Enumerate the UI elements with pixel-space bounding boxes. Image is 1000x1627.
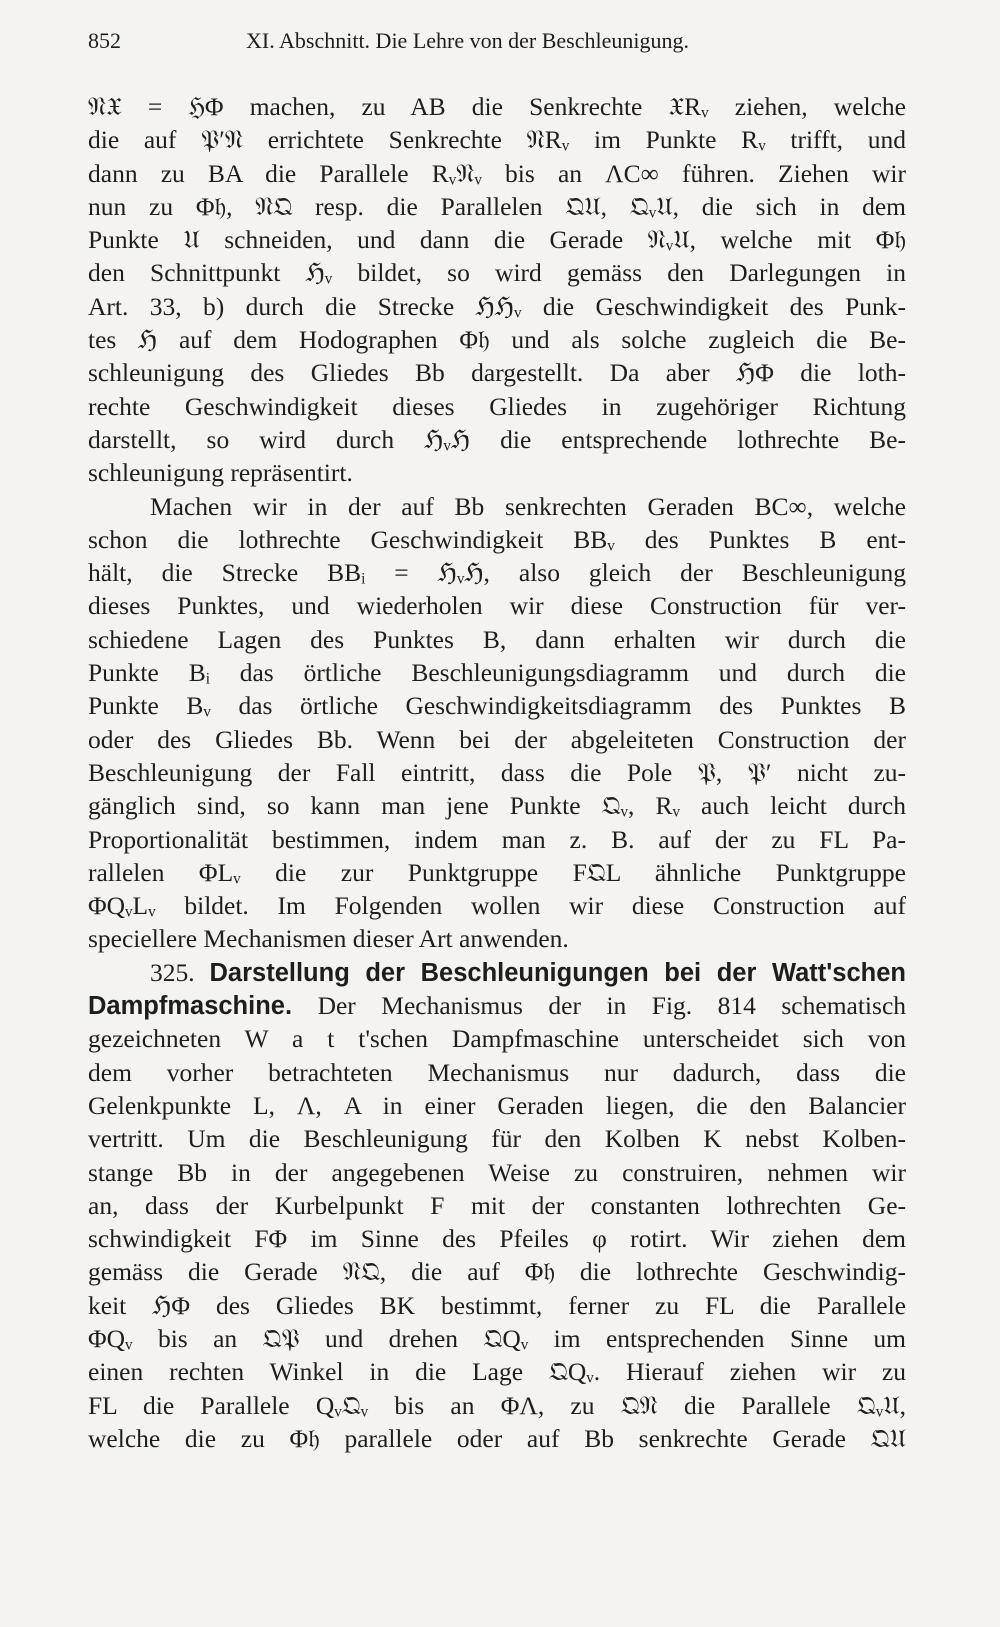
text-line: speciellere Mechanismen dieser Art anwenden. xyxy=(88,924,569,954)
text-line: tes ℌ auf dem Hodographen Φ𝔥 und als solche zugleich die Be- xyxy=(88,325,906,355)
text-line: schwindigkeit FΦ im Sinne des Pfeiles φ rotirt. Wir ziehen dem xyxy=(88,1224,906,1254)
text-line: Punkte 𝔘 schneiden, und dann die Gerade 𝔑ᵥ𝔘, welche mit Φ𝔥 xyxy=(88,225,906,255)
text-line: Art. 33, b) durch die Strecke ℌℌᵥ die Geschwindigkeit des Punk- xyxy=(88,291,906,321)
text-line: die auf 𝔓′𝔑 errichtete Senkrechte 𝔑Rᵥ im Punkte Rᵥ trifft, und xyxy=(88,125,906,155)
section-heading-line xyxy=(88,956,906,989)
text-line: FL die Parallele Qᵥ𝔔ᵥ bis an ΦΛ, zu 𝔔𝔑 die Parallele 𝔔ᵥ𝔘, xyxy=(88,1390,906,1420)
text-line: schleunigung des Gliedes Bb dargestellt. Da aber ℌΦ die loth- xyxy=(88,358,906,388)
paragraph-2 xyxy=(88,490,906,956)
text-line: welche die zu Φ𝔥 parallele oder auf Bb senkrechte Gerade 𝔔𝔘 xyxy=(88,1423,906,1453)
text-line: Punkte Bᵢ das örtliche Beschleunigungsdiagramm und durch die xyxy=(88,658,906,688)
text-line: gänglich sind, so kann man jene Punkte 𝔔ᵥ, Rᵥ auch leicht durch xyxy=(88,791,906,821)
text-line: rechte Geschwindigkeit dieses Gliedes in zugehöriger Richtung xyxy=(88,391,906,421)
paragraph-3-section-325 xyxy=(88,956,906,1455)
text-line: stange Bb in der angegebenen Weise zu construiren, nehmen wir xyxy=(88,1157,906,1187)
section-heading-line-2 xyxy=(88,989,906,1022)
text-line: Der Mechanismus der in Fig. 814 schematisch xyxy=(317,991,907,1021)
text-line: dem vorher betrachteten Mechanismus nur dadurch, dass die xyxy=(88,1057,906,1087)
page-body xyxy=(88,90,906,1455)
text-line: schleunigung repräsentirt. xyxy=(88,458,353,488)
text-line: schon die lothrechte Geschwindigkeit BBᵥ des Punktes B ent- xyxy=(88,524,906,554)
text-line: Punkte Bᵥ das örtliche Geschwindigkeitsdiagramm des Punktes B xyxy=(88,691,906,721)
text-line: dann zu BA die Parallele Rᵥ𝔑ᵥ bis an ΛC∞ führen. Ziehen wir xyxy=(88,158,906,188)
text-line: ΦQᵥLᵥ bildet. Im Folgenden wollen wir diese Construction auf xyxy=(88,891,906,921)
text-line: 𝔑𝔛 = ℌΦ machen, zu AB die Senkrechte 𝔛Rᵥ ziehen, welche xyxy=(88,92,906,121)
text-line: keit ℌΦ des Gliedes BK bestimmt, ferner zu FL die Parallele xyxy=(88,1290,906,1320)
paragraph-1 xyxy=(88,90,906,490)
text-line: dieses Punktes, und wiederholen wir diese Construction für ver- xyxy=(88,591,906,621)
text-line: den Schnittpunkt ℌᵥ bildet, so wird gemäss den Darlegungen in xyxy=(88,258,906,288)
text-line: rallelen ΦLᵥ die zur Punktgruppe F𝔔L ähnliche Punktgruppe xyxy=(88,857,906,887)
text-line: Beschleunigung der Fall eintritt, dass die Pole 𝔓, 𝔓′ nicht zu- xyxy=(88,757,906,787)
section-heading: Darstellung der Beschleunigungen bei der Watt'schen xyxy=(209,958,907,987)
text-line: darstellt, so wird durch ℌᵥℌ die entsprechende lothrechte Be- xyxy=(88,424,906,454)
text-line: hält, die Strecke BBᵢ = ℌᵥℌ, also gleich der Beschleunigung xyxy=(88,558,906,588)
text-line: oder des Gliedes Bb. Wenn bei der abgeleiteten Construction der xyxy=(88,724,906,754)
text-line: Proportionalität bestimmen, indem man z. B. auf der zu FL Pa- xyxy=(88,824,906,854)
text-line: gemäss die Gerade 𝔑𝔔, die auf Φ𝔥 die lothrechte Geschwindig- xyxy=(88,1257,906,1287)
section-heading-cont: Dampfmaschine. xyxy=(88,992,293,1021)
text-line: Gelenkpunkte L, Λ, A in einer Geraden liegen, die den Balancier xyxy=(88,1090,906,1120)
running-title: XI. Abschnitt. Die Lehre von der Beschleunigung. xyxy=(246,28,689,53)
text-line: ΦQᵥ bis an 𝔔𝔓 und drehen 𝔔Qᵥ im entsprechenden Sinne um xyxy=(88,1323,906,1353)
text-line: an, dass der Kurbelpunkt F mit der constanten lothrechten Ge- xyxy=(88,1190,906,1220)
text-line: Machen wir in der auf Bb senkrechten Geraden BC∞, welche xyxy=(150,491,906,521)
text-line: nun zu Φ𝔥, 𝔑𝔔 resp. die Parallelen 𝔔𝔘, 𝔔ᵥ𝔘, die sich in dem xyxy=(88,191,906,221)
text-line: vertritt. Um die Beschleunigung für den Kolben K nebst Kolben- xyxy=(88,1124,906,1154)
text-line: gezeichneten W a t t'schen Dampfmaschine unterscheidet sich von xyxy=(88,1024,906,1054)
section-number: 325. xyxy=(150,957,195,987)
page-number: 852 xyxy=(88,28,121,53)
text-line: einen rechten Winkel in die Lage 𝔔Qᵥ. Hierauf ziehen wir zu xyxy=(88,1357,906,1387)
text-line: schiedene Lagen des Punktes B, dann erhalten wir durch die xyxy=(88,624,906,654)
